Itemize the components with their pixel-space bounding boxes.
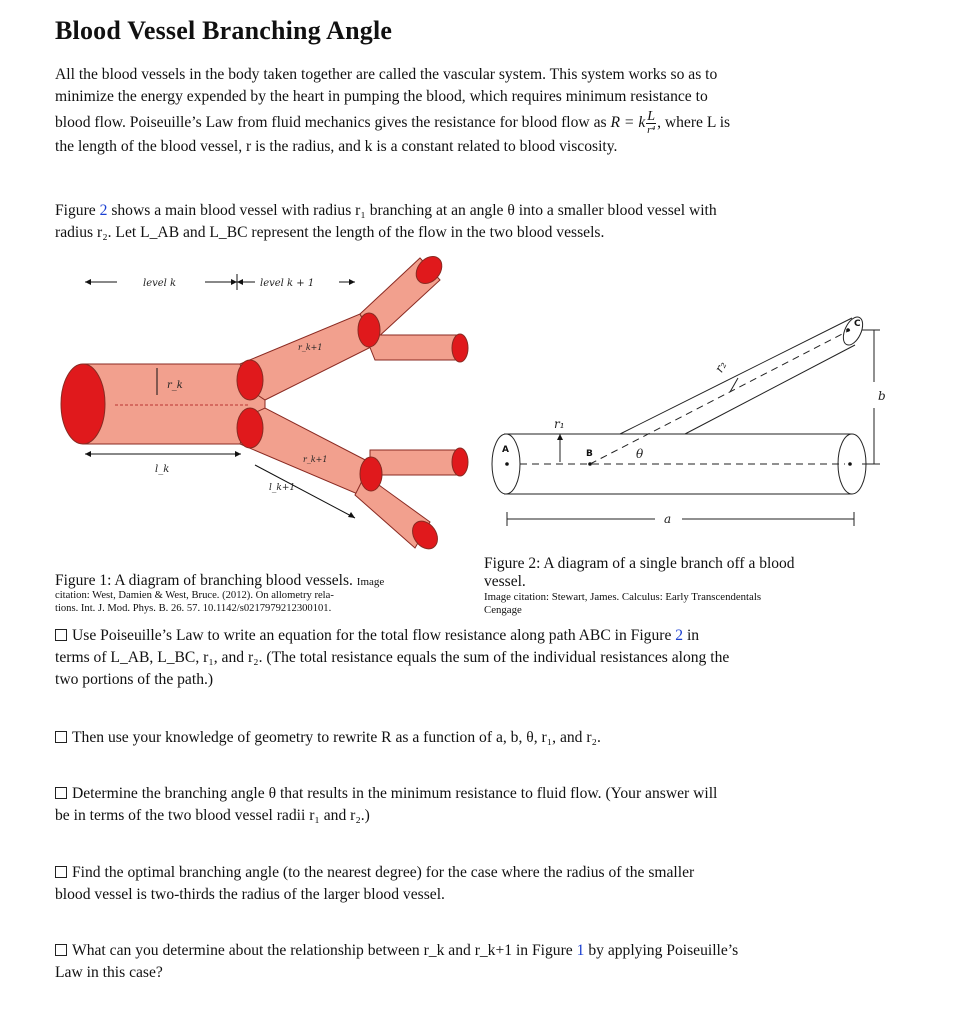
task-4-text: Find the optimal branching angle (to the nearest degree) for the case where the radius of the smaller xyxy=(72,864,695,881)
label-l-k: l_k xyxy=(155,464,170,475)
task-1 xyxy=(55,625,908,691)
intro-line-3-text: blood flow. Poiseuille’s Law from fluid mechanics gives the resistance for blood flow as xyxy=(55,114,611,132)
upper-branch-joint xyxy=(237,360,263,400)
task-1-figure-2-link[interactable]: 2 xyxy=(675,627,684,644)
figure-1-citation-line-2: tions. Int. J. Mod. Phys. B. 26. 57. 10.1142/s0217979212300101. xyxy=(55,602,332,614)
point-b-label: B xyxy=(586,449,593,459)
task-3 xyxy=(55,783,908,827)
task-4-checkbox[interactable] xyxy=(55,866,67,878)
task-1-line-1 xyxy=(55,625,908,647)
task-3-line-2: be in terms of the two blood vessel radii r₁ and r₂.) xyxy=(55,807,370,824)
figure-2-link[interactable]: 2 xyxy=(99,202,108,219)
label-a: a xyxy=(664,512,672,526)
main-vessel-end xyxy=(61,364,105,444)
label-level-k-plus-1: level k + 1 xyxy=(260,278,315,289)
task-5-figure-1-link[interactable]: 1 xyxy=(576,942,585,959)
upper-split-joint xyxy=(358,313,380,347)
label-l-k1: l_k+1 xyxy=(269,483,296,493)
vessel-end-right xyxy=(838,434,866,494)
task-1-text-b: in xyxy=(683,627,700,644)
label-r2: r₂ xyxy=(711,358,730,375)
task-3-text: Determine the branching angle θ that results in the minimum resistance to fluid flow. (Your answer will xyxy=(72,785,718,802)
task-2 xyxy=(55,727,908,749)
figure-1-caption xyxy=(55,572,480,615)
task-3-checkbox[interactable] xyxy=(55,787,67,799)
label-r-k: r_k xyxy=(167,380,183,391)
formula-numerator: L xyxy=(647,109,656,124)
figure-1-branching-diagram xyxy=(55,250,475,560)
task-5-line-1 xyxy=(55,940,908,962)
figure-intro-paragraph xyxy=(55,200,908,244)
figure-1-caption-inline: Image xyxy=(356,576,385,588)
figure-1-citation-line-1: citation: West, Damien & West, Bruce. (2012). On allometry rela- xyxy=(55,590,334,601)
task-5-text-a: What can you determine about the relationship between r_k and r_k+1 in Figure xyxy=(72,942,577,959)
task-2-checkbox[interactable] xyxy=(55,731,67,743)
task-4-line-1 xyxy=(55,862,908,884)
lower-sub-branch-right xyxy=(370,450,460,475)
figure-2-citation-line-2: Cengage xyxy=(484,603,522,616)
task-1-line-2: terms of L_AB, L_BC, r₁, and r₂. (The total resistance equals the sum of the individual resistances along the xyxy=(55,649,730,666)
lower-sub-branch-right-end xyxy=(452,448,468,476)
task-5 xyxy=(55,940,908,984)
formula-denominator: r⁴ xyxy=(647,124,656,136)
point-c-label: C xyxy=(854,319,861,329)
intro-line-1: All the blood vessels in the body taken together are called the vascular system. This system works so as to xyxy=(55,66,718,83)
intro-line-4: the length of the blood vessel, r is the radius, and k is a constant related to blood viscosity. xyxy=(55,138,618,155)
task-5-checkbox[interactable] xyxy=(55,944,67,956)
task-4 xyxy=(55,862,908,906)
branch-end xyxy=(839,314,866,348)
figure-2-caption-line-2: vessel. xyxy=(484,573,526,590)
figure-2-single-branch-diagram xyxy=(490,300,900,540)
point-a-label: A xyxy=(502,445,509,455)
task-2-line-1 xyxy=(55,727,908,749)
intro-line-3-end: , where L is xyxy=(657,114,731,132)
task-3-line-1 xyxy=(55,783,908,805)
task-1-line-3: two portions of the path.) xyxy=(55,671,214,688)
intro-line-2: minimize the energy expended by the heart in pumping the blood, which requires minimum resistance to xyxy=(55,88,708,105)
task-4-line-2: blood vessel is two-thirds the radius of the larger blood vessel. xyxy=(55,886,445,903)
label-r-k1-top: r_k+1 xyxy=(298,343,323,352)
figure-intro-text-a: Figure xyxy=(55,202,100,219)
lower-split-joint xyxy=(360,457,382,491)
label-theta: θ xyxy=(636,447,644,461)
lower-branch-joint xyxy=(237,408,263,448)
formula-lhs: R = k xyxy=(610,114,646,132)
upper-sub-branch-right xyxy=(365,335,460,360)
task-1-checkbox[interactable] xyxy=(55,629,67,641)
label-b: b xyxy=(878,389,886,403)
task-1-text-a: Use Poiseuille’s Law to write an equation for the total flow resistance along path ABC in Figure xyxy=(72,627,676,644)
page-title: Blood Vessel Branching Angle xyxy=(55,16,393,45)
intro-line-3 xyxy=(55,111,908,136)
figure-1-caption-text: Figure 1: A diagram of branching blood vessels. xyxy=(55,572,353,589)
formula-fraction xyxy=(646,111,656,136)
label-r-k1-bottom: r_k+1 xyxy=(303,455,328,464)
task-5-text-b: by applying Poiseuille’s xyxy=(584,942,739,959)
figure-2-caption xyxy=(484,555,906,616)
intro-paragraph xyxy=(55,64,908,158)
label-r1: r₁ xyxy=(554,417,565,431)
figure-1-caption-line xyxy=(55,572,480,590)
label-level-k: level k xyxy=(143,278,177,289)
figure-intro-line-1 xyxy=(55,200,908,222)
figure-2-caption-line-1: Figure 2: A diagram of a single branch off a blood xyxy=(484,555,795,572)
task-2-text: Then use your knowledge of geometry to rewrite R as a function of a, b, θ, r₁, and r₂. xyxy=(72,729,601,746)
upper-sub-branch-right-end xyxy=(452,334,468,362)
figure-2-citation-line-1: Image citation: Stewart, James. Calculus: Early Transcendentals xyxy=(484,591,762,603)
task-5-line-2: Law in this case? xyxy=(55,964,163,981)
figure-intro-line-2: radius r₂. Let L_AB and L_BC represent the length of the flow in the two blood vessels. xyxy=(55,224,605,241)
figure-intro-text-b: shows a main blood vessel with radius r₁ branching at an angle θ into a smaller blood vessel with xyxy=(107,202,717,219)
